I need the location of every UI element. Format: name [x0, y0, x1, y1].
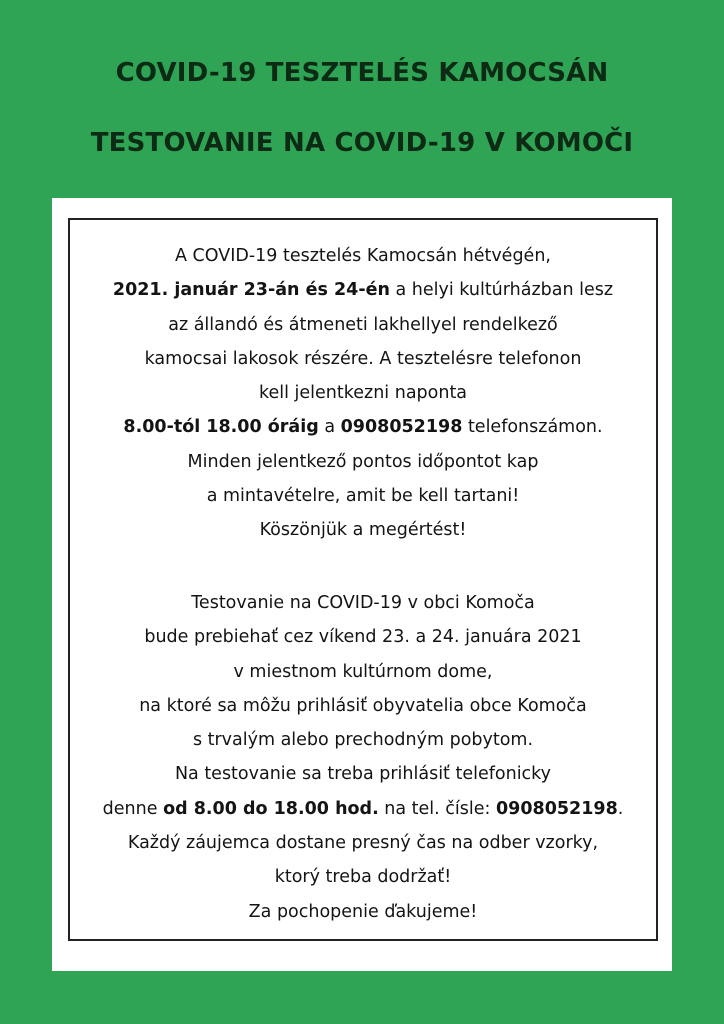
notice-sk-line: Za pochopenie ďakujeme! [248, 901, 478, 922]
notice-frame [68, 218, 658, 941]
notice-sk-line: v miestnom kultúrnom dome, [233, 661, 493, 682]
notice-sk-hours: od 8.00 do 18.00 hod. [163, 798, 379, 819]
notice-hu-line: kamocsai lakosok részére. A tesztelésre telefonon [144, 348, 582, 369]
notice-sk-line: Testovanie na COVID-19 v obci Komoča [191, 593, 535, 613]
title-slovak: TESTOVANIE NA COVID-19 V KOMOČI [90, 128, 634, 158]
title-hungarian: COVID-19 TESZTELÉS KAMOCSÁN [115, 58, 609, 88]
notice-sk-text: denne [102, 798, 164, 819]
notice-hu-text: telefonszámon. [462, 417, 603, 438]
notice-hu-line: Minden jelentkező pontos időpontot kap [187, 451, 539, 472]
notice-sk-line: s trvalým alebo prechodným pobytom. [192, 730, 534, 751]
notice-sk-line [70, 792, 656, 826]
notice-sk-line: bude prebiehať cez víkend 23. a 24. januára 2021 [144, 627, 582, 648]
notice-panel [52, 198, 672, 971]
notice-hu-text: a [318, 417, 341, 438]
notice-hu-line [70, 273, 656, 307]
notice-hu-line [70, 410, 656, 444]
notice-sk-line: Každý záujemca dostane presný čas na odber vzorky, [127, 833, 599, 854]
notice-sk-text: . [617, 798, 624, 819]
notice-sk-line: na ktoré sa môžu prihlásiť obyvatelia obce Komoča [139, 695, 587, 716]
notice-hu-line: kell jelentkezni naponta [258, 383, 468, 404]
notice-slovak [70, 586, 656, 929]
notice-sk-line: ktorý treba dodržať! [274, 867, 452, 888]
notice-hu-text: a helyi kultúrházban lesz [389, 280, 614, 301]
notice-hu-line: a mintavételre, amit be kell tartani! [206, 486, 520, 507]
notice-hu-hours: 8.00-tól 18.00 óráig [123, 417, 319, 438]
notice-hu-date: 2021. január 23-án és 24-én [112, 280, 390, 301]
notice-sk-text: na tel. čísle: [378, 798, 496, 819]
notice-hu-line: A COVID-19 tesztelés Kamocsán hétvégén, [175, 246, 551, 266]
notice-hu-line: az állandó és átmeneti lakhellyel rendelkező [168, 314, 558, 335]
notice-hungarian [70, 239, 656, 548]
notice-sk-phone: 0908052198 [495, 798, 618, 819]
notice-hu-line: Köszönjük a megértést! [259, 520, 467, 541]
notice-hu-phone: 0908052198 [340, 417, 463, 438]
notice-sk-line: Na testovanie sa treba prihlásiť telefonicky [174, 764, 552, 785]
